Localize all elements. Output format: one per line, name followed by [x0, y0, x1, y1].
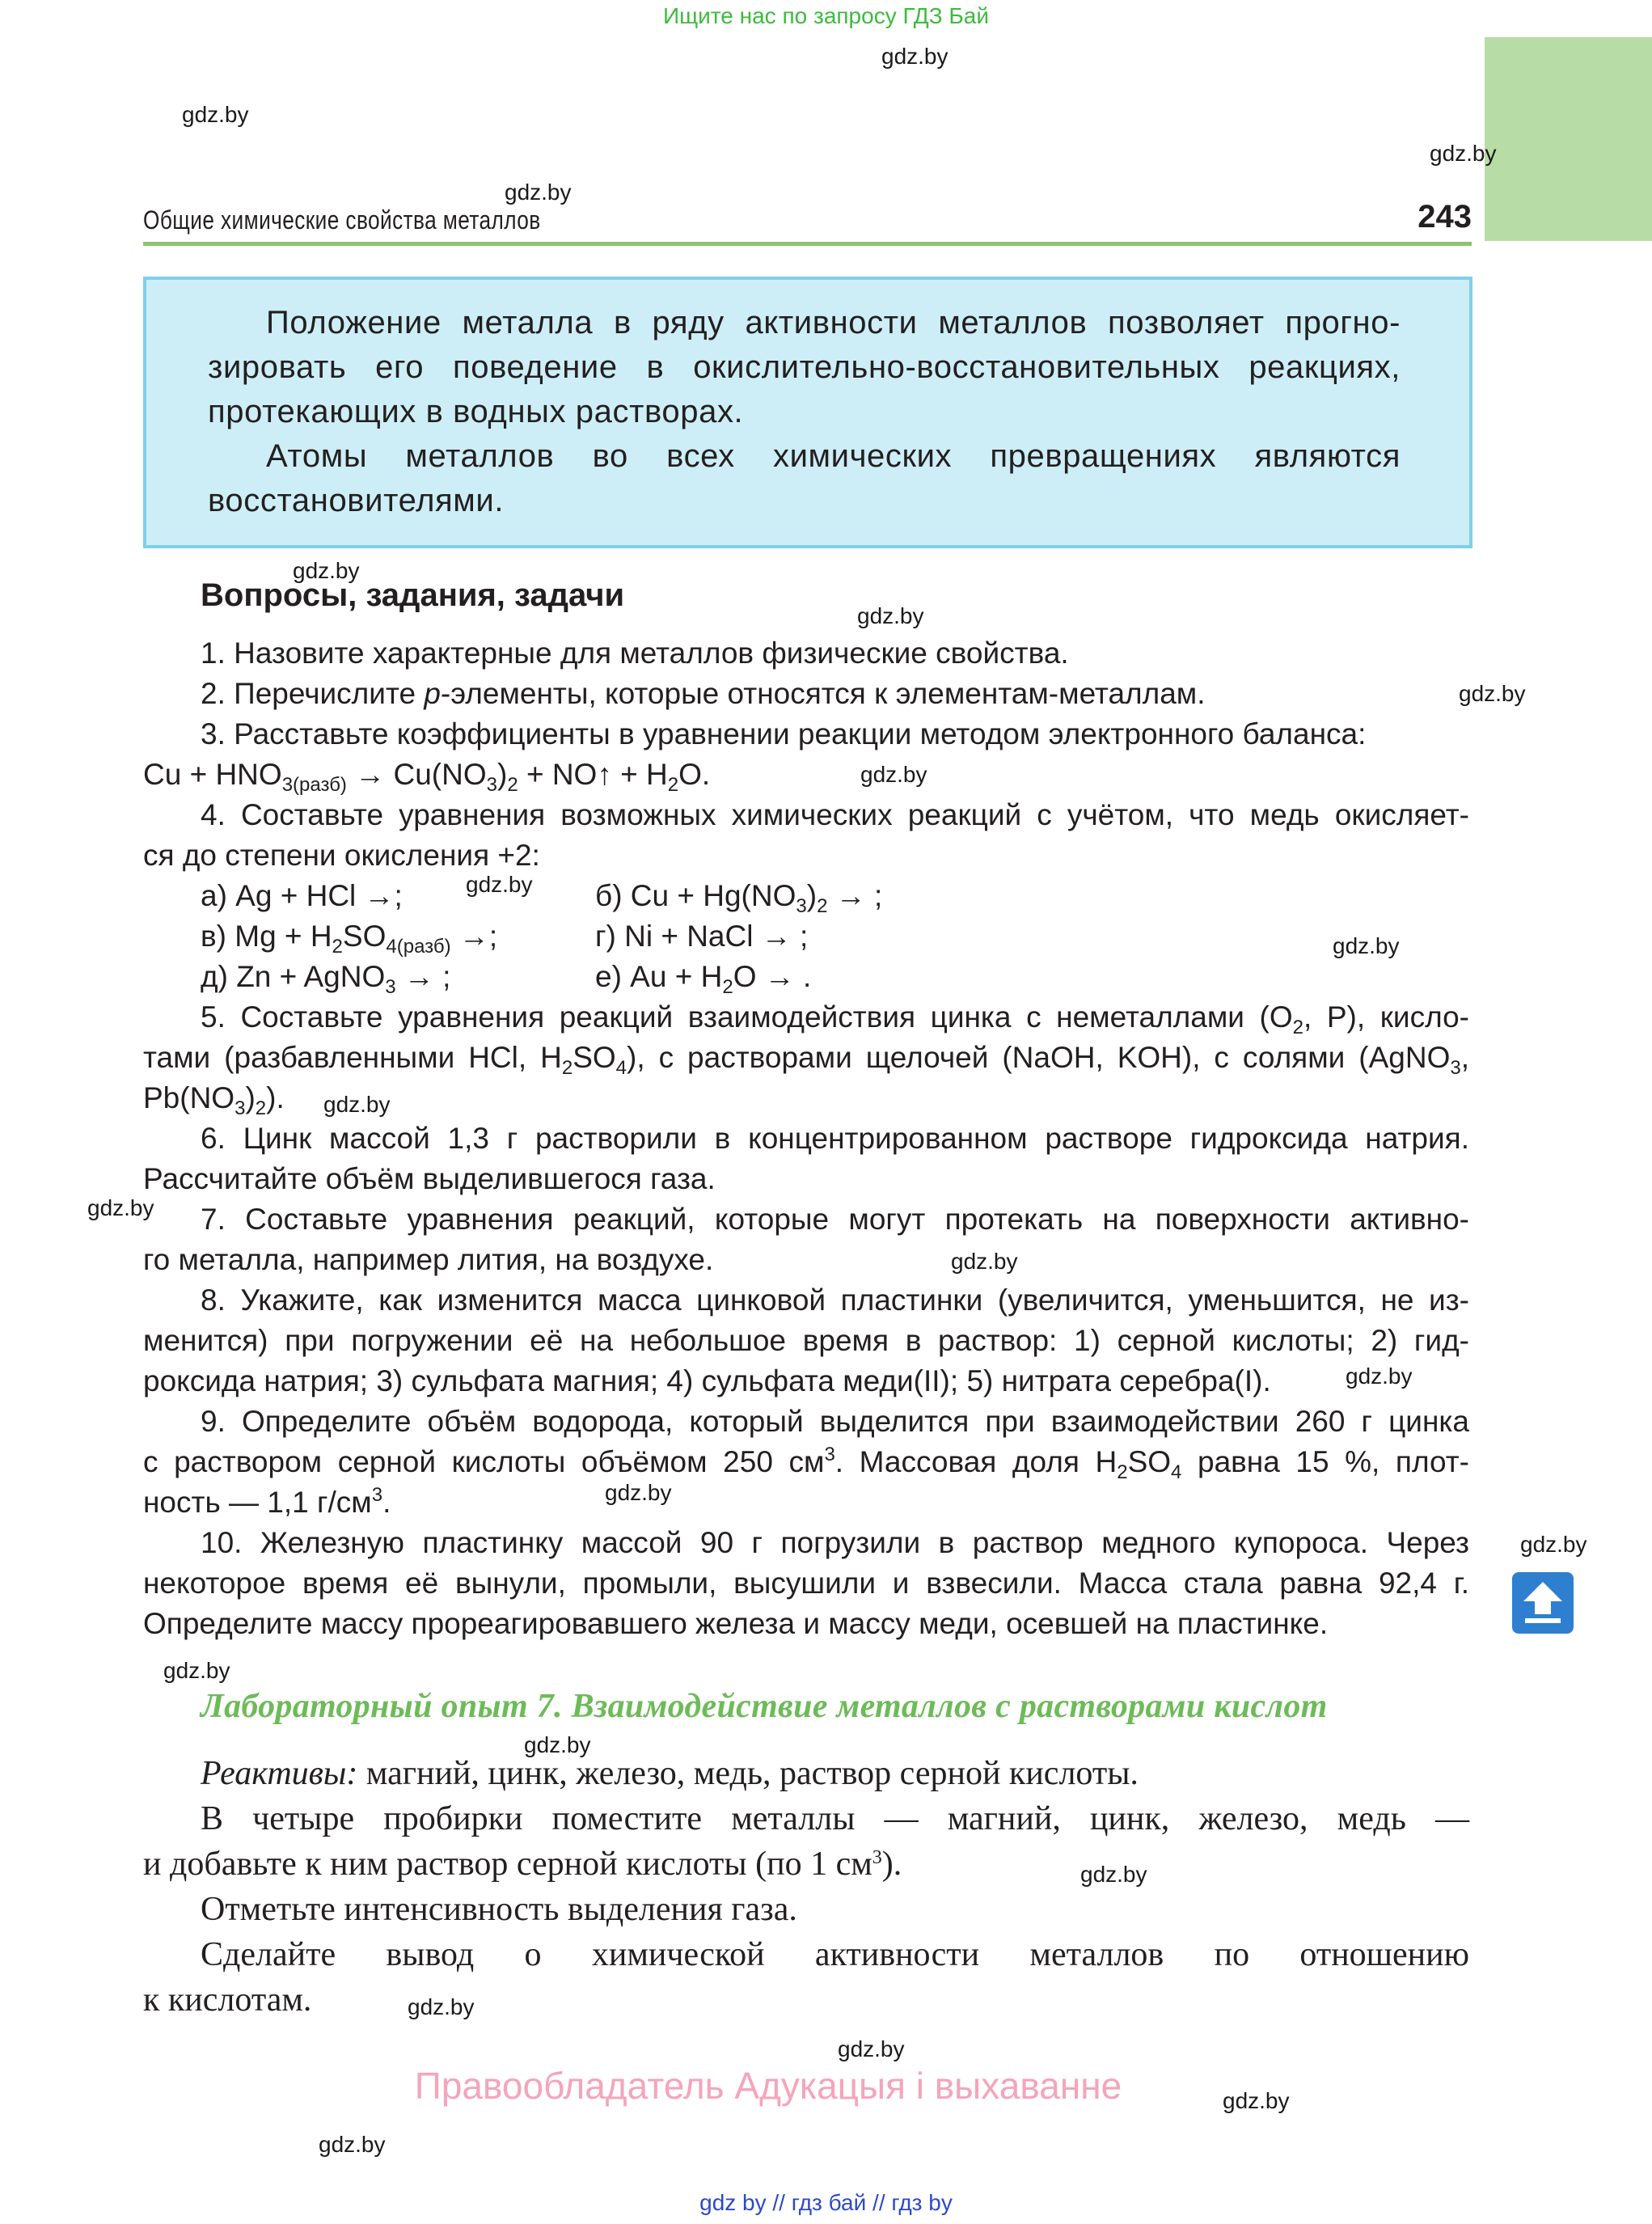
task-line: тами (разбавленными HCl, $H_2SO_4$), с растворами щелочей (NaOH, KOH), с солями (AgNO$_3$,	[143, 1041, 1469, 1079]
task-line: 3. Расставьте коэффициенты в уравнении реакции методом электронного баланса:	[201, 717, 1367, 750]
task-line: менится) при погружении её на небольшое время в раствор: 1) серной кислоты; 2) гид-	[143, 1324, 1469, 1357]
task-line: Определите массу прореагировавшего железа и массу меди, осевшей на пластинке.	[143, 1607, 1329, 1640]
lab-line: Отметьте интенсивность выделения газа.	[201, 1891, 797, 1928]
watermark: gdz.by	[1080, 1862, 1147, 1887]
equation: $Cu + HNO_{3(разб)} \to Cu(NO_3)_2$ + NO↑ + $H_2O$.	[143, 758, 711, 796]
task-8	[143, 1280, 1469, 1402]
option-v: в) $Mg + H_2SO_{4(разб)}$ →;	[201, 920, 498, 958]
lab-paragraph-4	[143, 1932, 1469, 2023]
text-run: тами (разбавленными HCl, H	[143, 1041, 562, 1074]
key-points-box	[143, 277, 1472, 548]
option-b: б) $Cu + Hg(NO_3)_2$ → ;	[595, 879, 883, 917]
arrow-up-icon	[1512, 1572, 1574, 1634]
watermark: gdz.by	[605, 1480, 672, 1505]
watermark: gdz.by	[293, 558, 360, 583]
header-rule	[143, 242, 1472, 246]
task-line	[143, 674, 1469, 714]
text-run: равна 15 %, плот-	[1181, 1445, 1469, 1478]
info-paragraph-2	[208, 434, 1401, 523]
info-paragraph-1	[208, 301, 1401, 434]
lab-line: к кислотам.	[143, 1981, 312, 2019]
task-10	[143, 1523, 1469, 1644]
task-5	[143, 997, 1469, 1118]
task-line: 9. Определите объём водорода, который выделится при взаимодействии 260 г цинка	[201, 1405, 1469, 1438]
lab-line: и добавьте к ним раствор серной кислоты (по 1 $см^3$).	[143, 1846, 902, 1883]
text-run: с раствором серной кислоты объёмом 250 см	[143, 1445, 825, 1478]
task-2	[143, 674, 1469, 714]
watermark: gdz.by	[838, 2036, 905, 2061]
watermark: gdz.by	[1430, 141, 1497, 166]
task-line: роксида натрия; 3) сульфата магния; 4) сульфата меди(II); 5) нитрата серебра(I).	[143, 1364, 1271, 1397]
option-e: е) $Au + H_2O$ → .	[595, 960, 812, 998]
watermark: gdz.by	[87, 1195, 154, 1220]
text-run: 5. Составьте уравнения реакций взаимодействия цинка с неметаллами (O	[201, 1000, 1293, 1034]
page-corner-tab	[1485, 37, 1652, 241]
watermark: gdz.by	[505, 180, 572, 205]
task-line: ся до степени окисления +2:	[143, 839, 540, 872]
watermark: gdz.by	[466, 872, 533, 897]
task-line: некоторое время её вынули, промыли, высушили и взвесили. Масса стала равна 92,4 г.	[143, 1567, 1469, 1600]
info-line: Положение металла в ряду активности металлов позволяет прогно-	[266, 305, 1401, 340]
task-line: $Pb(NO_3)_2$).	[143, 1081, 285, 1119]
scroll-top-button[interactable]	[1512, 1572, 1574, 1634]
text-run: и добавьте к ним раствор серной кислоты (по 1 см	[143, 1846, 872, 1883]
text-run: , P), кисло-	[1303, 1000, 1469, 1034]
option-d: д) Zn + AgNO$_3$ → ;	[201, 960, 451, 998]
watermark: gdz.by	[163, 1658, 230, 1683]
copyright-note: Правообладатель Адукацыя і выхаванне	[414, 2065, 1122, 2107]
watermark: gdz.by	[860, 762, 927, 787]
running-title: Общие химические свойства металлов	[143, 205, 541, 235]
task-line: 8. Укажите, как изменится масса цинковой пластинки (увеличится, уменьшится, не из-	[201, 1283, 1469, 1317]
watermark: gdz.by	[1333, 933, 1400, 958]
watermark: gdz.by	[1346, 1364, 1413, 1389]
watermark: gdz.by	[1520, 1532, 1587, 1557]
footer-links[interactable]: gdz by // гдз бай // гдз by	[699, 2190, 953, 2215]
task-line: с раствором серной кислоты объёмом 250 $см^3$. Массовая доля $H_2SO_4$ равна 15 %, плот-	[143, 1444, 1469, 1483]
task-4	[143, 795, 1469, 876]
task-line: 5. Составьте уравнения реакций взаимодействия цинка с неметаллами ($O_2$, P), кисло-	[201, 1000, 1469, 1038]
info-line: зировать его поведение в окислительно-восстановительных реакциях,	[208, 349, 1401, 385]
option-a: а) Ag + HCl →;	[201, 879, 403, 912]
lab-paragraph-2	[143, 1796, 1469, 1887]
task-1	[143, 633, 1469, 674]
task-line: 4. Составьте уравнения возможных химических реакций с учётом, что медь окисляет-	[201, 798, 1469, 831]
lab-line: Сделайте вывод о химической активности металлов по отношению	[201, 1936, 1469, 1973]
watermark: gdz.by	[524, 1732, 591, 1757]
task-7	[143, 1199, 1469, 1280]
lab-paragraph-3	[143, 1887, 1469, 1932]
info-line: Атомы металлов во всех химических превращениях являются	[266, 438, 1401, 474]
watermark: gdz.by	[182, 102, 249, 127]
text-run: p	[424, 677, 441, 710]
top-ad-link[interactable]: Ищите нас по запросу ГДЗ Бай	[662, 3, 990, 28]
watermark: gdz.by	[323, 1092, 391, 1117]
info-line: восстановителями.	[208, 483, 505, 518]
text-run: ность — 1,1 г/см	[143, 1486, 372, 1519]
watermark: gdz.by	[881, 44, 949, 69]
section-title: Вопросы, задания, задачи	[201, 577, 625, 613]
text-run: 2. Перечислите	[201, 677, 425, 710]
task-9	[143, 1402, 1469, 1523]
lab-title: Лабораторный опыт 7. Взаимодействие металлов с растворами кислот	[201, 1688, 1328, 1725]
text-run: магний, цинк, железо, медь, раствор серной кислоты.	[357, 1755, 1139, 1792]
text-run: . Массовая доля H	[834, 1445, 1118, 1478]
watermark: gdz.by	[1223, 2088, 1290, 2113]
watermark: gdz.by	[319, 2132, 386, 2157]
lab-reagents	[143, 1751, 1469, 1796]
watermark: gdz.by	[951, 1249, 1018, 1274]
task-line: ность — 1,1 $г/см^3$.	[143, 1484, 391, 1519]
task-3	[143, 714, 1469, 795]
reagents-label: Реактивы:	[201, 1755, 358, 1792]
task-line: 10. Железную пластинку массой 90 г погрузили в раствор медного купороса. Через	[201, 1526, 1469, 1559]
task-line: 7. Составьте уравнения реакций, которые могут протекать на поверхности активно-	[201, 1203, 1469, 1236]
watermark: gdz.by	[408, 1994, 475, 2019]
task-line: 1. Назовите характерные для металлов физические свойства.	[201, 636, 1069, 670]
lab-line	[143, 1751, 1469, 1796]
option-g: г) Ni + NaCl → ;	[595, 920, 809, 953]
watermark: gdz.by	[1459, 681, 1526, 706]
task-line: 6. Цинк массой 1,3 г растворили в концентрированном растворе гидроксида натрия.	[201, 1122, 1469, 1155]
task-6	[143, 1118, 1469, 1199]
watermark: gdz.by	[857, 603, 924, 628]
task-line: Рассчитайте объём выделившегося газа.	[143, 1162, 716, 1195]
text-run: ), с растворами щелочей (NaOH, KOH), с солями (AgNO	[627, 1041, 1451, 1074]
task-line: го металла, например лития, на воздухе.	[143, 1243, 714, 1276]
text-run: -элементы, которые относятся к элементам-металлам.	[440, 677, 1206, 710]
lab-line: В четыре пробирки поместите металлы — магний, цинк, железо, медь —	[201, 1800, 1469, 1837]
page-number: 243	[1418, 199, 1472, 235]
info-line: протекающих в водных растворах.	[208, 394, 744, 429]
